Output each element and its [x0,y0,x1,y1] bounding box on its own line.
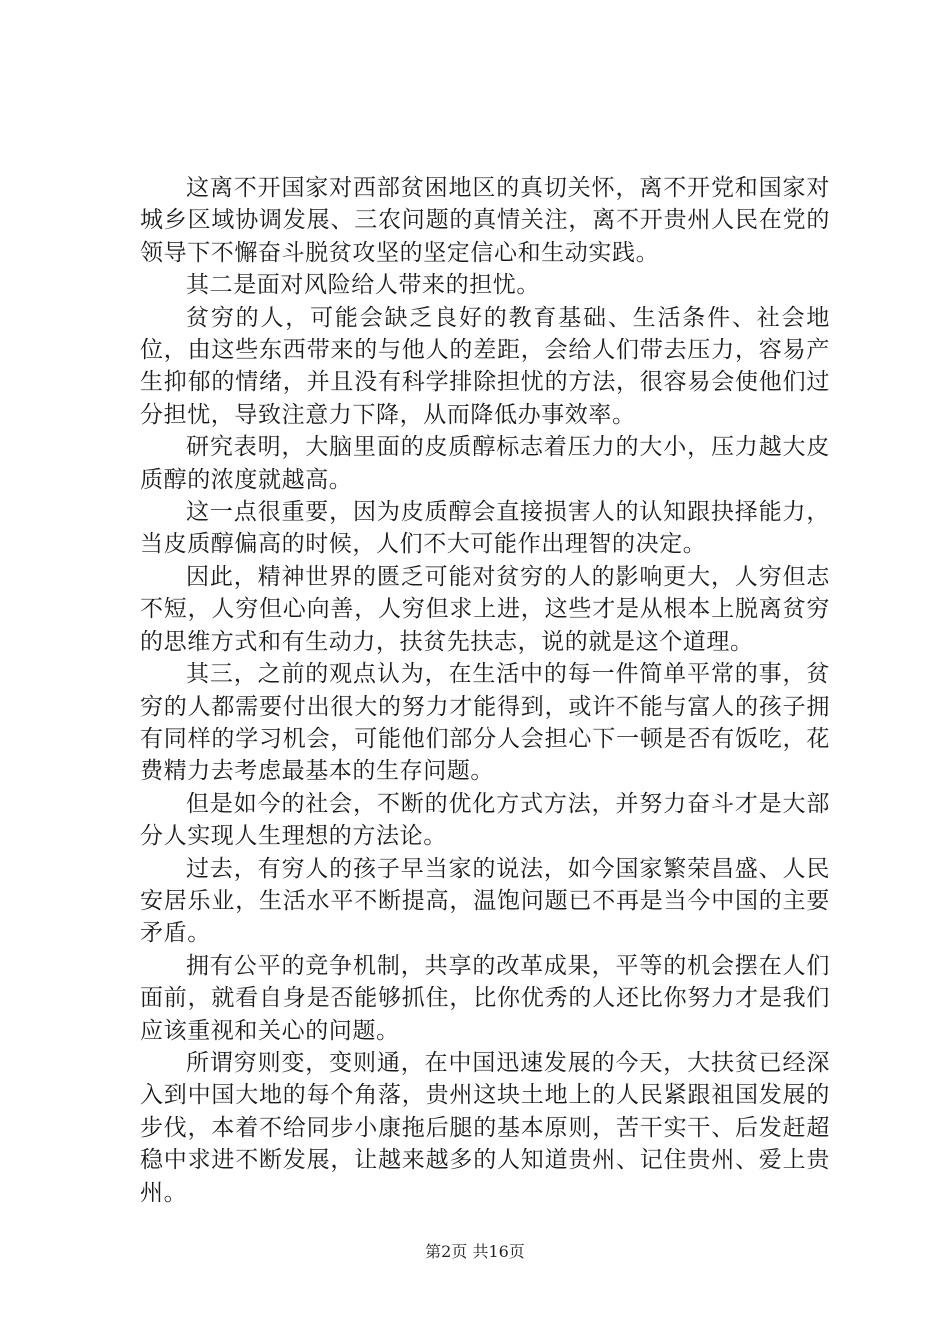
paragraph-4: 研究表明，大脑里面的皮质醇标志着压力的大小，压力越大皮质醇的浓度就越高。 [140,434,830,493]
paragraph-2: 其二是面对风险给人带来的担忧。 [186,272,540,299]
paragraph-10: 拥有公平的竞争机制，共享的改革成果，平等的机会摆在人们面前，就看自身是否能够抓住，比你优秀的人还比你努力才是我们应该重视和关心的问题。 [140,952,830,1044]
paragraph-5: 这一点很重要，因为皮质醇会直接损害人的认知跟抉择能力，当皮质醇偏高的时候，人们不大可能作出理智的决定。 [140,499,830,558]
document-body [140,172,830,1209]
paragraph-6: 因此，精神世界的匮乏可能对贫穷的人的影响更大，人穷但志不短，人穷但心向善，人穷但求上进，这些才是从根本上脱离贫穷的思维方式和有生动力，扶贫先扶志，说的就是这个道理。 [140,563,830,655]
paragraph-11: 所谓穷则变，变则通，在中国迅速发展的今天，大扶贫已经深入到中国大地的每个角落，贵州这块土地上的人民紧跟祖国发展的步伐，本着不给同步小康拖后腿的基本原则，苦干实干、后发赶超稳中求进不断发展，让越来越多的人知道贵州、记住贵州、爱上贵州。 [140,1049,830,1206]
paragraph-3: 贫穷的人，可能会缺乏良好的教育基础、生活条件、社会地位，由这些东西带来的与他人的差距，会给人们带去压力，容易产生抑郁的情绪，并且没有科学排除担忧的方法，很容易会使他们过分担忧，导致注意力下降，从而降低办事效率。 [140,304,830,428]
page-footer [0,1242,950,1262]
paragraph-7: 其三，之前的观点认为，在生活中的每一件简单平常的事，贫穷的人都需要付出很大的努力才能得到，或许不能与富人的孩子拥有同样的学习机会，可能他们部分人会担心下一顿是否有饭吃，花费精力去考虑最基本的生存问题。 [140,661,830,785]
page-number-label: 第2页 共16页 [425,1242,525,1261]
paragraph-1: 这离不开国家对西部贫困地区的真切关怀，离不开党和国家对城乡区域协调发展、三农问题的真情关注，离不开贵州人民在党的领导下不懈奋斗脱贫攻坚的坚定信心和生动实践。 [140,175,830,266]
paragraph-8: 但是如今的社会，不断的优化方式方法，并努力奋斗才是大部分人实现人生理想的方法论。 [140,790,830,850]
paragraph-9: 过去，有穷人的孩子早当家的说法，如今国家繁荣昌盛、人民安居乐业，生活水平不断提高，温饱问题已不再是当今中国的主要矛盾。 [140,855,830,947]
